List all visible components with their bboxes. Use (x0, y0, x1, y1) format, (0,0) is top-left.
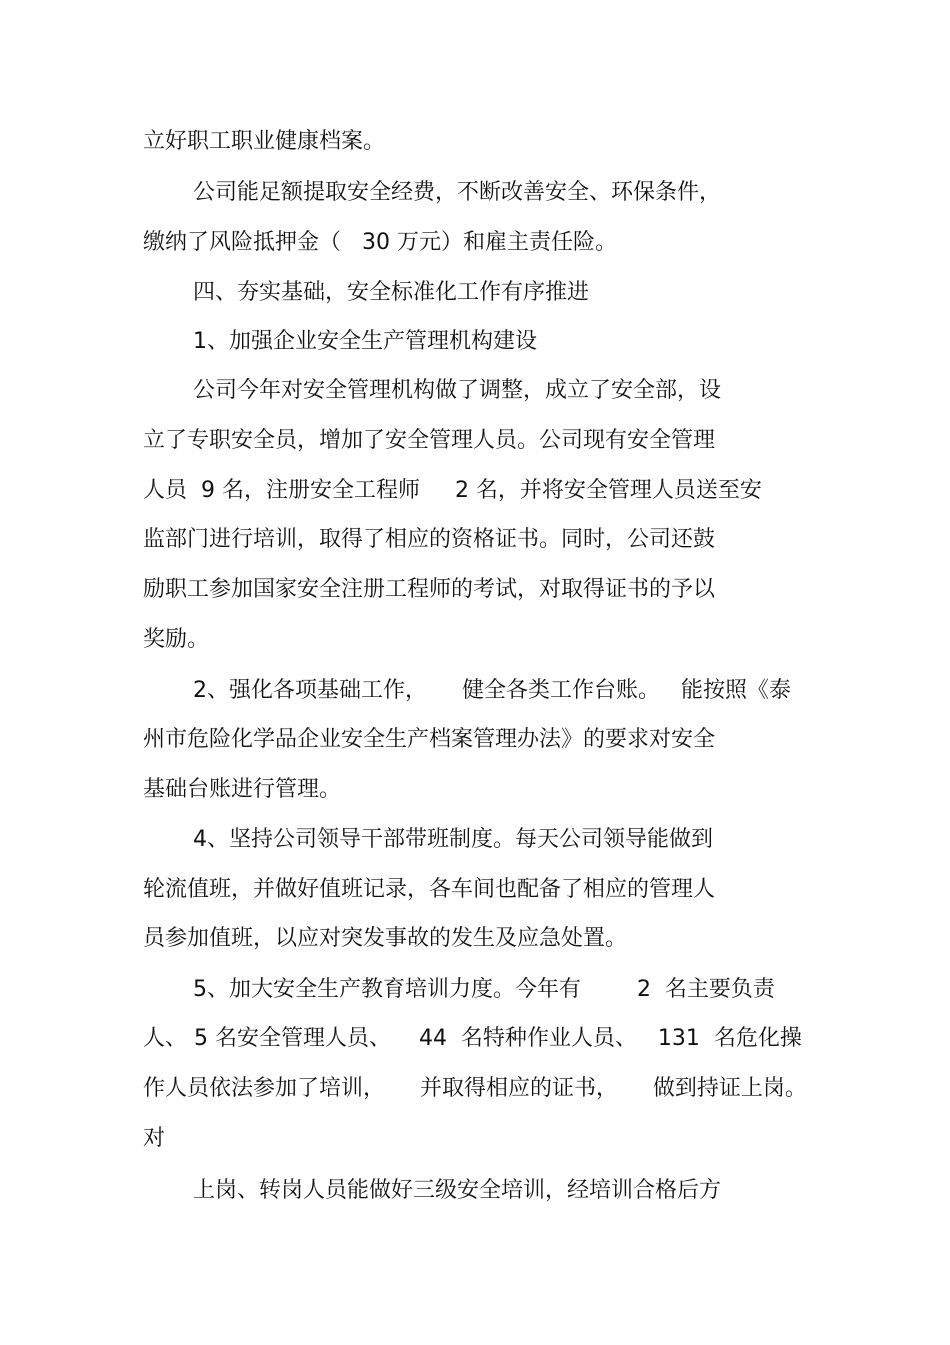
text-line: 员参加值班，以应对突发事故的发生及应急处置。 (143, 926, 628, 951)
text-line: 5、加大安全生产教育培训力度。今年有 2 名主要负责 (193, 977, 775, 1002)
text-line: 人、 5 名安全管理人员、 44 名特种作业人员、 131 名危化操 (143, 1026, 802, 1051)
text-line: 监部门进行培训，取得了相应的资格证书。同时，公司还鼓 (143, 527, 716, 552)
text-line: 人员 9 名，注册安全工程师 2 名，并将安全管理人员送至安 (143, 478, 762, 503)
text-line: 对 (143, 1126, 166, 1151)
text-line: 立了专职安全员，增加了安全管理人员。公司现有安全管理 (143, 428, 716, 453)
text-line: 立好职工职业健康档案。 (143, 129, 386, 154)
text-line: 4、坚持公司领导干部带班制度。每天公司领导能做到 (193, 827, 713, 852)
text-line: 公司能足额提取安全经费，不断改善安全、环保条件， (193, 180, 722, 205)
text-line: 励职工参加国家安全注册工程师的考试，对取得证书的予以 (143, 577, 716, 602)
text-line: 基础台账进行管理。 (143, 777, 342, 802)
text-line: 州市危险化学品企业安全生产档案管理办法》的要求对安全 (143, 727, 716, 752)
text-line: 奖励。 (143, 627, 210, 652)
section-heading: 四、夯实基础，安全标准化工作有序推进 (193, 280, 590, 305)
text-line: 上岗、转岗人员能做好三级安全培训，经培训合格后方 (193, 1178, 722, 1203)
text-line: 2、强化各项基础工作， 健全各类工作台账。 能按照《泰 (193, 678, 791, 703)
text-line: 作人员依法参加了培训， 并取得相应的证书， 做到持证上岗。 (143, 1076, 807, 1101)
text-line: 公司今年对安全管理机构做了调整，成立了安全部，设 (193, 378, 722, 403)
text-line: 轮流值班，并做好值班记录，各车间也配备了相应的管理人 (143, 877, 716, 902)
text-line: 缴纳了风险抵押金（ 30 万元）和雇主责任险。 (143, 230, 617, 255)
subsection-heading: 1、加强企业安全生产管理机构建设 (193, 329, 537, 354)
